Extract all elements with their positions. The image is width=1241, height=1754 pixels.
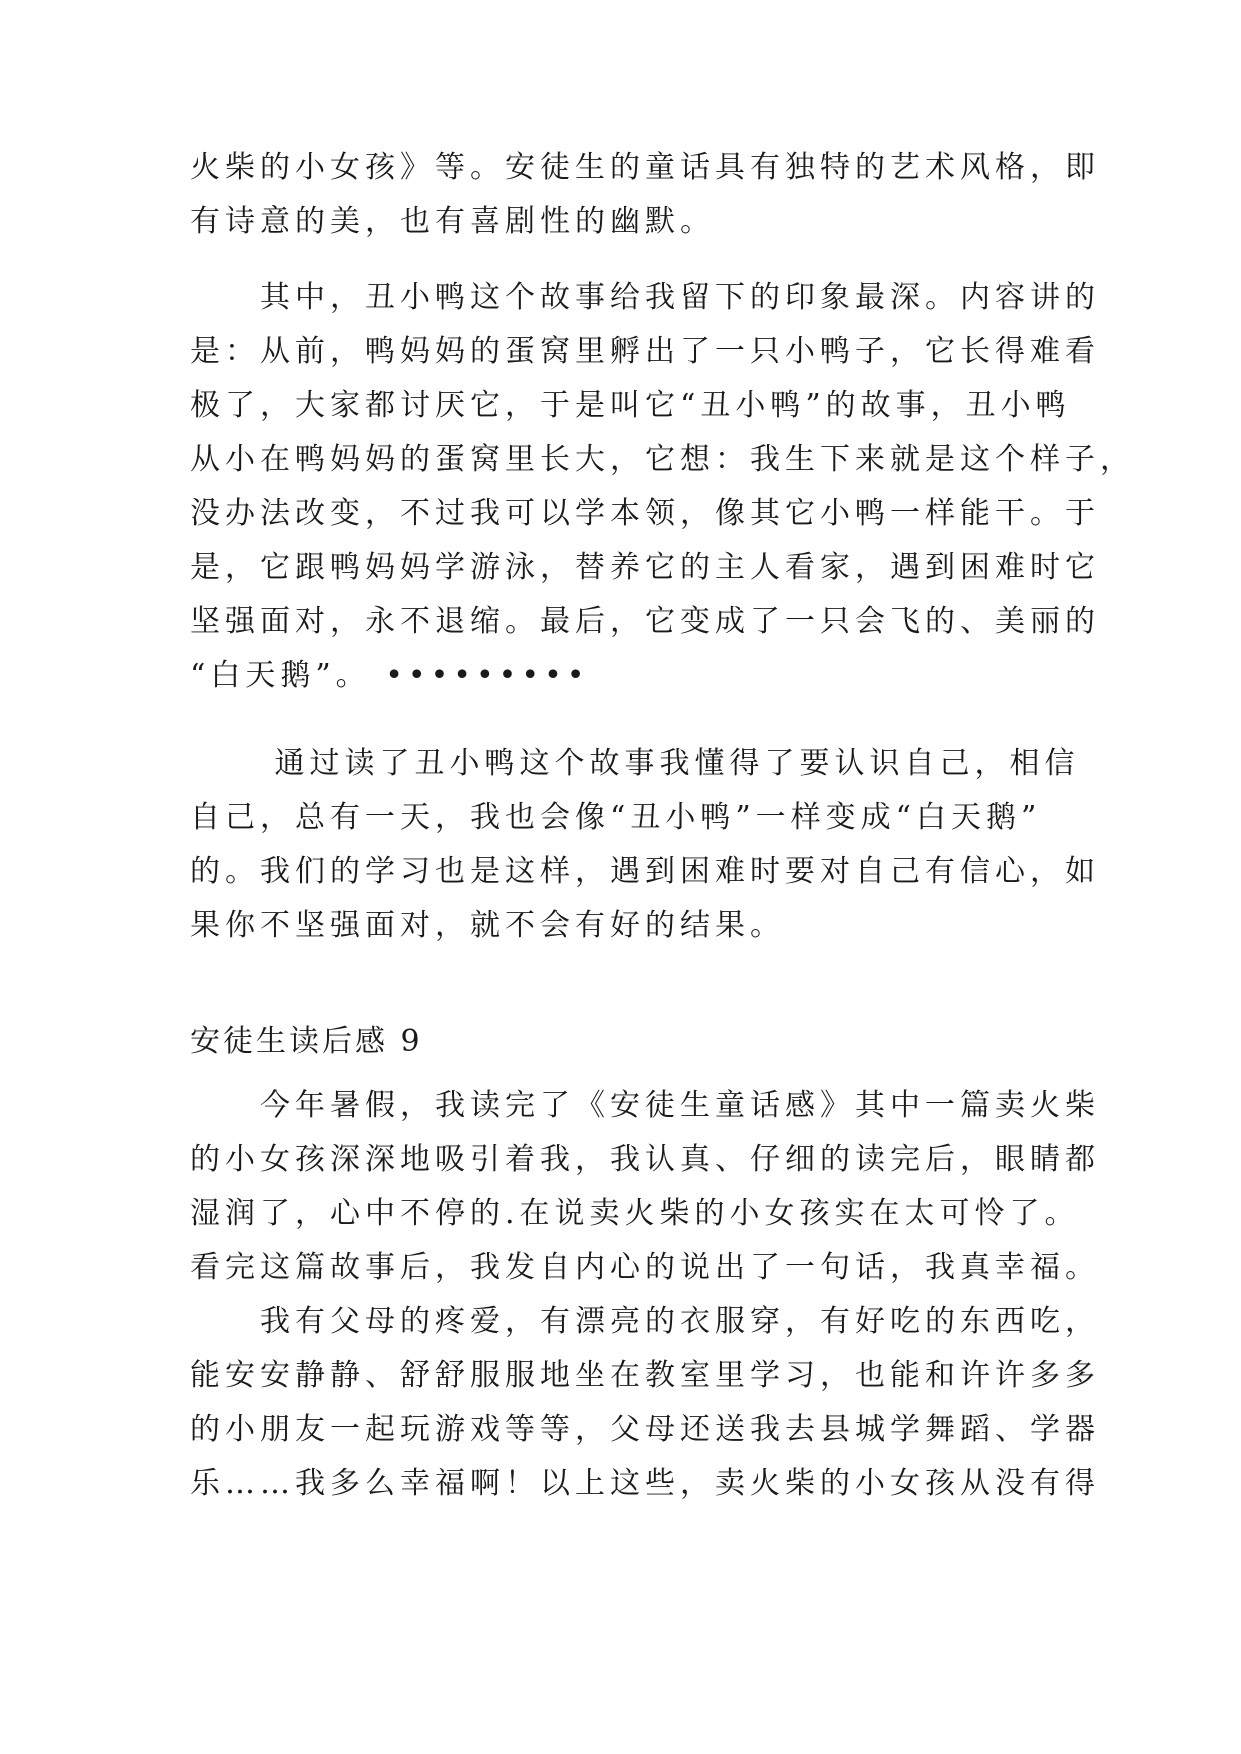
- text-line: 我有父母的疼爱，有漂亮的衣服穿，有好吃的东西吃，: [190, 1304, 1100, 1339]
- section-title: 安徒生读后感 9: [190, 1024, 423, 1059]
- text-line: 自己，总有一天，我也会像“丑小鸭”一样变成“白天鹅”: [190, 800, 1042, 835]
- text-line: 极了，大家都讨厌它，于是叫它“丑小鸭”的故事，丑小鸭: [190, 388, 1071, 423]
- text-line: 火柴的小女孩》等。安徒生的童话具有独特的艺术风格，即: [190, 150, 1100, 185]
- text-line: 果你不坚强面对，就不会有好的结果。: [190, 908, 785, 943]
- text-line: “白天鹅”。 •••••••••: [190, 658, 590, 693]
- text-line: 湿润了，心中不停的.在说卖火柴的小女孩实在太可怜了。: [190, 1196, 1080, 1231]
- text-line: 今年暑假，我读完了《安徒生童话感》其中一篇卖火柴: [190, 1088, 1100, 1123]
- text-line: 通过读了丑小鸭这个故事我懂得了要认识自己，相信: [190, 746, 1080, 781]
- text-line: 的小朋友一起玩游戏等等，父母还送我去县城学舞蹈、学器: [190, 1412, 1100, 1447]
- text-line: 的。我们的学习也是这样，遇到困难时要对自己有信心，如: [190, 854, 1100, 889]
- text-line: 乐……我多么幸福啊！以上这些，卖火柴的小女孩从没有得: [190, 1466, 1100, 1501]
- text-line: 看完这篇故事后，我发自内心的说出了一句话，我真幸福。: [190, 1250, 1100, 1285]
- text-line: 从小在鸭妈妈的蛋窝里长大，它想：我生下来就是这个样子，: [190, 442, 1135, 477]
- text-line: 其中，丑小鸭这个故事给我留下的印象最深。内容讲的: [190, 280, 1100, 315]
- text-line: 的小女孩深深地吸引着我，我认真、仔细的读完后，眼睛都: [190, 1142, 1100, 1177]
- text-line: 没办法改变，不过我可以学本领，像其它小鸭一样能干。于: [190, 496, 1100, 531]
- text-line: 是，它跟鸭妈妈学游泳，替养它的主人看家，遇到困难时它: [190, 550, 1100, 585]
- text-line: 是：从前，鸭妈妈的蛋窝里孵出了一只小鸭子，它长得难看: [190, 334, 1100, 369]
- text-line: 能安安静静、舒舒服服地坐在教室里学习，也能和许许多多: [190, 1358, 1100, 1393]
- text-line: 有诗意的美，也有喜剧性的幽默。: [190, 204, 715, 239]
- text-line: 坚强面对，永不退缩。最后，它变成了一只会飞的、美丽的: [190, 604, 1100, 639]
